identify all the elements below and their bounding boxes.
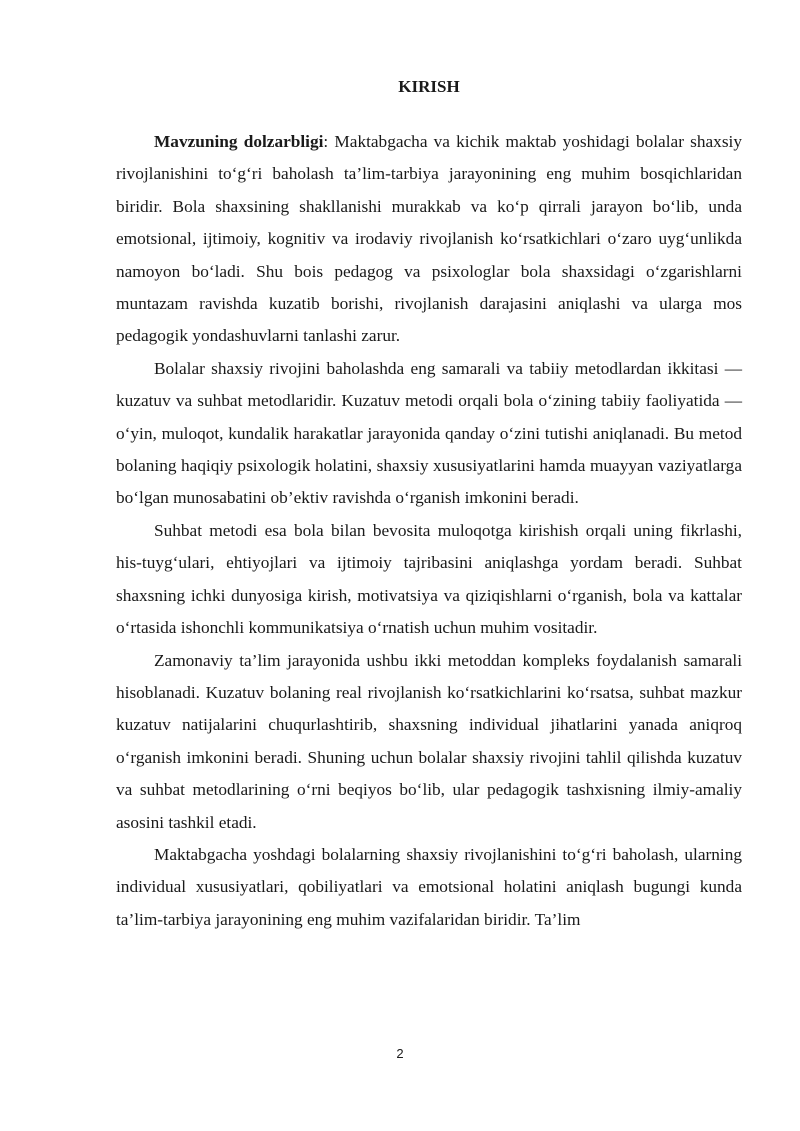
paragraph-text: Bolalar shaxsiy rivojini baholashda eng samarali va tabiiy metodlardan ikkitasi — kuzatuv va suhbat metodlaridir. Kuzatuv metodi orqali bola o‘zining tabiiy faoliyatida — o‘yin, muloqot, kundalik harakatlar jarayonida qanday o‘zini tutishi aniqlanadi. Bu metod bolaning haqiqiy psixologik holatini, shaxsiy xususiyatlarini hamda muayyan vaziyatlarga bo‘lgan munosabatini ob’ektiv ravishda o‘rganish imkonini beradi. bbox=[116, 358, 742, 508]
paragraph-lead: Mavzuning dolzarbligi bbox=[154, 132, 324, 151]
paragraph-conversation bbox=[116, 515, 742, 645]
paragraph-preschool bbox=[116, 839, 742, 936]
paragraph-modern-education bbox=[116, 645, 742, 839]
paragraph-relevance bbox=[116, 126, 742, 353]
paragraph-methods bbox=[116, 353, 742, 515]
document-title: KIRISH bbox=[398, 77, 460, 96]
paragraph-text: : Maktabgacha va kichik maktab yoshidagi bolalar shaxsiy rivojlanishini to‘g‘ri baholash ta’lim-tarbiya jarayonining eng muhim bosqichlaridan biridir. Bola shaxsining shakllanishi murakkab va ko‘p qirrali jarayon bo‘lib, unda emotsional, ijtimoiy, kognitiv va irodaviy rivojlanish ko‘rsatkichlari o‘zaro uyg‘unlikda namoyon bo‘ladi. Shu bois pedagog va psixologlar bola shaxsidagi o‘zgarishlarni muntazam ravishda kuzatib borishi, rivojlanish darajasini aniqlashi va ularga mos pedagogik yondashuvlarni tanlashi zarur. bbox=[116, 132, 742, 346]
paragraph-text: Suhbat metodi esa bola bilan bevosita muloqotga kirishish orqali uning fikrlashi, his-tuyg‘ulari, ehtiyojlari va ijtimoiy tajribasini aniqlashga yordam beradi. Suhbat shaxsning ichki dunyosiga kirish, motivatsiya va qiziqishlarni o‘rganish, bola va kattalar o‘rtasida ishonchli kommunikatsiya o‘rnatish uchun muhim vositadir. bbox=[116, 520, 742, 638]
page-number: 2 bbox=[396, 1046, 404, 1061]
paragraph-text: Maktabgacha yoshdagi bolalarning shaxsiy rivojlanishini to‘g‘ri baholash, ularning individual xususiyatlari, qobiliyatlari va emotsional holatini aniqlash bugungi kunda ta’lim-tarbiya jarayonining eng muhim vazifalaridan biridir. Ta’lim bbox=[116, 844, 742, 929]
document-page bbox=[116, 74, 742, 936]
paragraph-text: Zamonaviy ta’lim jarayonida ushbu ikki metoddan kompleks foydalanish samarali hisoblanadi. Kuzatuv bolaning real rivojlanish ko‘rsatkichlarini ko‘rsatsa, suhbat mazkur kuzatuv natijalarini chuqurlashtirib, shaxsning individual jihatlarini yanada aniqroq o‘rganish imkonini beradi. Shuning uchun bolalar shaxsiy rivojini tahlil qilishda kuzatuv va suhbat metodlarining o‘rni beqiyos bo‘lib, ular pedagogik tashxisning ilmiy-amaliy asosini tashkil etadi. bbox=[116, 650, 742, 832]
